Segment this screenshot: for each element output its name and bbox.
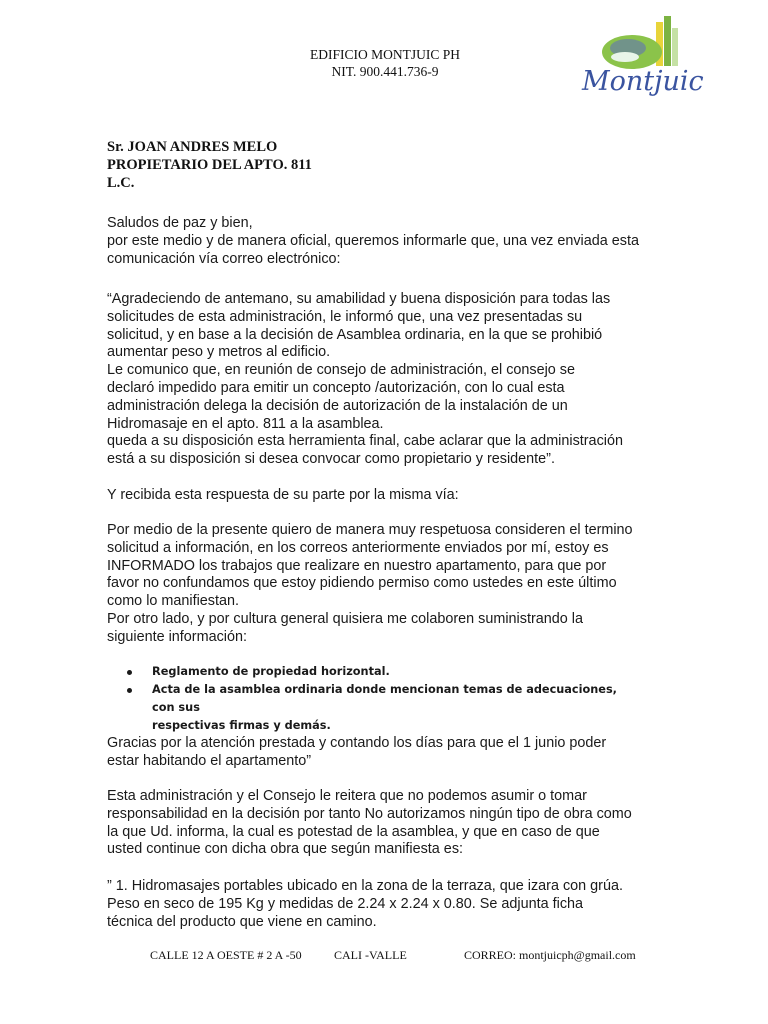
list-item bbox=[127, 663, 627, 681]
text-line: Y recibida esta respuesta de su parte por la misma vía: bbox=[107, 487, 459, 503]
text-line: como lo manifiestan. bbox=[107, 593, 239, 610]
text-line: Por medio de la presente quiero de manera muy respetuosa consideren el termino bbox=[107, 522, 633, 538]
text-line: siguiente información: bbox=[107, 628, 247, 645]
text-line: Gracias por la atención prestada y contando los días para que el 1 junio poder bbox=[107, 735, 607, 751]
recipient-city: L.C. bbox=[107, 175, 135, 191]
text-line: Esta administración y el Consejo le reitera que no podemos asumir o tomar bbox=[107, 788, 587, 804]
thanks-paragraph bbox=[107, 735, 647, 771]
footer bbox=[0, 948, 768, 966]
footer-email: CORREO: montjuicph@gmail.com bbox=[464, 948, 636, 962]
logo-tower-light bbox=[672, 28, 678, 66]
text-line: favor no confundamos que estoy pidiendo permiso como ustedes en este último bbox=[107, 575, 617, 592]
footer-address: CALLE 12 A OESTE # 2 A -50 bbox=[150, 948, 302, 962]
logo-tower-green bbox=[664, 16, 671, 66]
text-line: la que Ud. informa, la cual es potestad de la asamblea, y que en caso de que bbox=[107, 823, 600, 840]
text-line: solicitud a información, en los correos anteriormente enviados por mí, estoy es bbox=[107, 539, 609, 556]
montjuic-logo bbox=[570, 14, 710, 106]
bullet-icon bbox=[127, 670, 132, 675]
list-item bbox=[127, 681, 627, 735]
text-line: INFORMADO los trabajos que realizare en nuestro apartamento, para que por bbox=[107, 557, 607, 574]
text-line: Peso en seco de 195 Kg y medidas de 2.24 x 2.24 x 0.80. Se adjunta ficha bbox=[107, 895, 584, 912]
list-item-text: respectivas firmas y demás. bbox=[152, 719, 331, 732]
building-name: EDIFICIO MONTJUIC PH bbox=[309, 47, 460, 62]
text-line: administración delega la decisión de autorización de la instalación de un bbox=[107, 397, 568, 414]
text-line: Hidromasaje en el apto. 811 a la asamblea. bbox=[107, 415, 384, 432]
footer-city: CALI -VALLE bbox=[334, 948, 407, 962]
text-line: Saludos de paz y bien, bbox=[107, 215, 253, 231]
list-item-text: Reglamento de propiedad horizontal. bbox=[152, 665, 390, 678]
nit-number: NIT. 900.441.736-9 bbox=[331, 64, 439, 79]
administration-response-paragraph bbox=[107, 788, 647, 859]
recipient-name: Sr. JOAN ANDRES MELO bbox=[107, 139, 278, 155]
text-line: ” 1. Hidromasajes portables ubicado en la zona de la terraza, que izara con grúa. bbox=[107, 878, 623, 894]
works-description-paragraph bbox=[107, 878, 647, 931]
owner-request-paragraph bbox=[107, 522, 647, 647]
bullet-icon bbox=[127, 688, 132, 693]
logo-oval-highlight bbox=[611, 52, 639, 62]
text-line: Le comunico que, en reunión de consejo de administración, el consejo se bbox=[107, 362, 575, 379]
text-line: usted continue con dicha obra que según manifiesta es: bbox=[107, 841, 464, 858]
text-line: “Agradeciendo de antemano, su amabilidad y buena disposición para todas las bbox=[107, 291, 611, 307]
recipient-role: PROPIETARIO DEL APTO. 811 bbox=[107, 157, 312, 173]
text-line: está a su disposición si desea convocar como propietario y residente”. bbox=[107, 451, 555, 468]
list-item-text: Acta de la asamblea ordinaria donde mencionan temas de adecuaciones, con sus bbox=[152, 683, 617, 714]
text-line: solicitudes de esta administración, le informó que, una vez presentadas su bbox=[107, 308, 583, 325]
text-line: estar habitando el apartamento” bbox=[107, 752, 311, 769]
text-line: declaró impedido para emitir un concepto /autorización, con lo cual esta bbox=[107, 379, 565, 396]
text-line: comunicación vía correo electrónico: bbox=[107, 250, 341, 267]
text-line: técnica del producto que viene en camino. bbox=[107, 913, 377, 930]
requested-documents-list bbox=[127, 663, 627, 735]
text-line: responsabilidad en la decisión por tanto No autorizamos ningún tipo de obra como bbox=[107, 805, 632, 822]
logo-wordmark: Montjuic bbox=[582, 66, 704, 97]
received-paragraph bbox=[107, 487, 647, 505]
text-line: aumentar peso y metros al edificio. bbox=[107, 344, 331, 361]
text-line: queda a su disposición esta herramienta final, cabe aclarar que la administración bbox=[107, 433, 623, 450]
letterhead bbox=[230, 46, 540, 80]
text-line: por este medio y de manera oficial, queremos informarle que, una vez enviada esta bbox=[107, 232, 639, 249]
recipient-block bbox=[107, 138, 312, 192]
greeting-paragraph bbox=[107, 215, 647, 268]
administration-quote-paragraph bbox=[107, 291, 647, 469]
text-line: Por otro lado, y por cultura general quisiera me colaboren suministrando la bbox=[107, 610, 583, 627]
text-line: solicitud, y en base a la decisión de Asamblea ordinaria, en la que se prohibió bbox=[107, 326, 603, 343]
